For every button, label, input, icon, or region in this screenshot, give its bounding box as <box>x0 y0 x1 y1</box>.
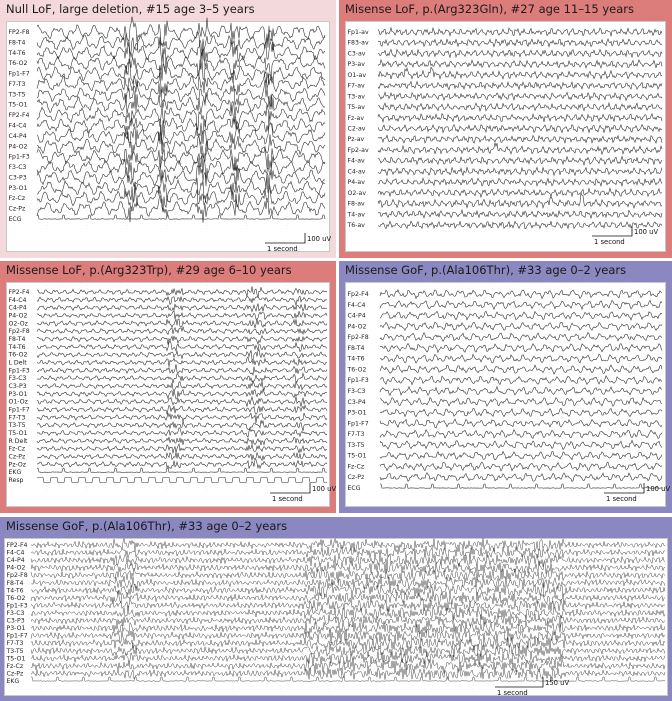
channel-label: Fp1-F3 <box>6 602 28 610</box>
eeg-channel-trace <box>380 408 662 417</box>
channel-label: Fp1-F7 <box>8 70 30 78</box>
scale-bar <box>270 483 310 493</box>
eeg-channel-trace <box>378 49 662 57</box>
channel-label: Fz-Cz <box>6 662 24 670</box>
eeg-channel-trace <box>378 28 662 37</box>
scale-time-label: 1 second <box>606 495 637 503</box>
channel-label: Fp1-F7 <box>8 406 30 414</box>
channel-label: T5-av <box>347 104 365 112</box>
channel-label: F8-T4 <box>6 579 24 587</box>
eeg-channel-trace <box>378 167 662 175</box>
channel-label: Cz-Pz <box>8 205 26 213</box>
channel-label: O1-Oz <box>8 398 28 406</box>
channel-label: Pz-av <box>347 136 365 144</box>
channel-label: F3-C3 <box>347 388 366 395</box>
channel-label: T4-T6 <box>8 343 26 351</box>
channel-label: P3-av <box>347 61 365 69</box>
eeg-channel-trace <box>378 157 662 165</box>
channel-label: Fp1-F3 <box>8 153 30 161</box>
eeg-channel-trace <box>378 125 662 133</box>
eeg-channel-trace <box>380 322 662 330</box>
channel-label: P3-O1 <box>347 409 367 417</box>
eeg-channel-trace <box>378 67 662 79</box>
channel-label: Fp1-F3 <box>8 367 30 375</box>
channel-label: Cz-Pz <box>347 474 365 482</box>
channel-label: C3-P3 <box>6 617 25 625</box>
eeg-channel-trace <box>380 343 662 352</box>
channel-label: P4-O2 <box>347 323 367 331</box>
eeg-channel-trace <box>380 430 662 439</box>
eeg-channel-trace <box>37 336 327 345</box>
channel-label: T4-T6 <box>6 587 24 595</box>
eeg-channel-trace <box>31 621 665 635</box>
eeg-channel-trace <box>31 553 665 567</box>
channel-label: P4-av <box>347 179 365 187</box>
eeg-channel-trace <box>37 327 327 335</box>
channel-label: T6-O2 <box>347 366 367 374</box>
panel-title: Misense LoF, p.(Arg323Gln), #27 age 11–15 years <box>345 2 634 16</box>
channel-label: T5-O1 <box>6 655 26 663</box>
channel-label: F7-T3 <box>8 414 26 422</box>
channel-label: C3-av <box>347 50 366 58</box>
channel-label: C4-P4 <box>8 132 27 140</box>
eeg-channel-trace <box>378 114 662 122</box>
eeg-channel-trace <box>31 599 665 612</box>
eeg-channel-trace <box>37 59 325 85</box>
channel-label: Fp1-F3 <box>347 377 369 385</box>
eeg-channel-trace <box>37 468 327 472</box>
eeg-channel-trace <box>378 60 662 68</box>
eeg-channel-trace <box>37 420 327 431</box>
eeg-trace-svg <box>5 539 669 697</box>
eeg-channel-trace <box>380 290 662 299</box>
scale-bar <box>265 233 305 243</box>
channel-label: F3-C3 <box>8 375 27 383</box>
eeg-channel-trace <box>380 419 662 428</box>
eeg-channel-trace <box>380 398 662 407</box>
channel-label: T3-T5 <box>8 422 26 430</box>
eeg-channel-trace <box>378 178 662 186</box>
channel-label: F7-T3 <box>347 431 365 439</box>
eeg-channel-trace <box>37 318 327 328</box>
scale-time-label: 1 second <box>272 495 303 503</box>
eeg-channel-trace <box>380 473 662 482</box>
channel-label: ECG <box>8 216 22 223</box>
channel-label: Fz-Cz <box>347 463 365 471</box>
panel-null-lof <box>0 0 336 258</box>
eeg-channel-trace <box>378 210 662 219</box>
channel-label: T4-av <box>347 211 365 219</box>
channel-label: Fp2-F8 <box>6 572 28 580</box>
channel-label: Resp <box>8 477 24 484</box>
eeg-channel-trace <box>37 364 327 375</box>
eeg-trace-area <box>345 21 666 252</box>
eeg-channel-trace <box>37 215 325 219</box>
channel-label: ECG <box>347 485 361 492</box>
channel-label: O1-av <box>347 71 366 79</box>
eeg-channel-trace <box>380 300 662 309</box>
channel-label: F4-av <box>347 157 365 165</box>
channel-label: T4-T6 <box>347 355 365 363</box>
channel-label: Fp1-av <box>347 29 369 36</box>
eeg-channel-trace <box>37 311 327 320</box>
channel-label: F8-T4 <box>8 336 26 343</box>
channel-label: Fz-Cz <box>8 195 26 203</box>
channel-label: Pz-Oz <box>8 461 27 469</box>
panel-missense-gof-ala106thr-b <box>0 517 672 701</box>
channel-label: L Delt <box>8 359 27 367</box>
channel-label: C3-P4 <box>347 398 366 406</box>
channel-label: Fp2-F8 <box>347 334 369 342</box>
panel-title: Missense LoF, p.(Arg323Trp), #29 age 6–10 years <box>6 263 292 277</box>
eeg-channel-trace <box>380 451 662 459</box>
channel-label: FP2-F8 <box>8 29 30 36</box>
eeg-channel-trace <box>378 221 662 229</box>
channel-label: F8-av <box>347 200 365 208</box>
channel-label: F3-C3 <box>8 164 27 172</box>
channel-label: FP2-F4 <box>8 289 30 296</box>
panel-title: Missense GoF, p.(Ala106Thr), #33 age 0–2 years <box>345 263 627 277</box>
eeg-channel-trace <box>37 373 327 383</box>
channel-label: P3-O1 <box>8 390 28 398</box>
channel-label: Fp1-F7 <box>347 420 369 428</box>
channel-label: Fp2-F4 <box>347 291 369 298</box>
channel-label: F4-C4 <box>8 296 27 304</box>
eeg-channel-trace <box>37 350 327 361</box>
eeg-trace-area <box>6 21 330 252</box>
panel-missense-lof-arg323trp <box>0 261 336 513</box>
eeg-channel-trace <box>37 459 327 469</box>
eeg-channel-trace <box>37 428 327 437</box>
channel-label: T5-O1 <box>347 452 367 460</box>
channel-label: Cz-Pz <box>8 453 26 461</box>
channel-label: Fp2-av <box>347 146 369 154</box>
eeg-channel-trace <box>378 135 662 143</box>
channel-label: C4-av <box>347 168 366 176</box>
eeg-channel-trace <box>37 397 327 407</box>
channel-label: F7-T3 <box>6 640 24 648</box>
eeg-channel-trace <box>378 143 662 155</box>
channel-label: O2-Oz <box>8 320 28 328</box>
eeg-channel-trace <box>37 304 327 312</box>
scale-bar <box>495 677 543 687</box>
channel-label: Fp2-F8 <box>8 328 30 336</box>
channel-label: F8-T4 <box>8 39 26 47</box>
eeg-channel-trace <box>37 389 327 399</box>
panel-missense-lof-arg323gln <box>339 0 672 258</box>
channel-label: T3-T5 <box>8 91 26 99</box>
eeg-channel-trace <box>31 667 665 680</box>
channel-label: F4-C4 <box>6 549 25 557</box>
eeg-channel-trace <box>378 193 662 208</box>
channel-label: EKG <box>6 678 20 685</box>
eeg-channel-trace <box>380 376 662 385</box>
eeg-channel-trace <box>37 478 327 483</box>
eeg-channel-trace <box>37 71 325 95</box>
channel-label: F3-C3 <box>6 610 25 617</box>
channel-label: F7-T3 <box>8 80 26 88</box>
scale-amplitude-label: 100 uV <box>646 485 671 493</box>
channel-label: C2-av <box>347 125 366 133</box>
eeg-channel-trace <box>378 82 662 90</box>
eeg-channel-trace <box>380 354 662 363</box>
channel-label: F8-T4 <box>347 344 365 352</box>
channel-label: F83-av <box>347 39 369 47</box>
scale-bar <box>592 226 632 236</box>
eeg-channel-trace <box>31 568 665 583</box>
channel-label: EKG <box>8 469 22 477</box>
eeg-channel-trace <box>37 381 327 391</box>
channel-label: P3-O1 <box>8 184 28 192</box>
channel-label: F4-C4 <box>8 122 27 130</box>
eeg-trace-svg <box>7 283 337 508</box>
eeg-channel-trace <box>31 561 665 573</box>
eeg-channel-trace <box>31 614 665 627</box>
channel-label: P4-O2 <box>6 564 26 572</box>
eeg-channel-trace <box>380 311 662 320</box>
eeg-channel-trace <box>37 405 327 414</box>
eeg-channel-trace <box>37 341 327 351</box>
channel-label: O2-av <box>347 189 366 197</box>
eeg-channel-trace <box>37 444 327 453</box>
channel-label: C4-P4 <box>6 557 25 565</box>
channel-label: C3-P3 <box>8 174 27 182</box>
scale-time-label: 1 second <box>497 689 528 697</box>
channel-label: C4-P4 <box>347 312 366 320</box>
eeg-channel-trace <box>380 440 662 449</box>
eeg-trace-area <box>345 282 671 507</box>
panel-title: Missense GoF, p.(Ala106Thr), #33 age 0–2 years <box>6 519 288 533</box>
channel-label: Fz-av <box>347 114 364 122</box>
eeg-channel-trace <box>31 643 665 657</box>
channel-label: T6-av <box>347 222 365 229</box>
channel-label: F7-av <box>347 82 365 90</box>
eeg-channel-trace <box>378 92 662 100</box>
eeg-trace-svg <box>7 22 331 253</box>
channel-label: T6-O2 <box>6 594 26 602</box>
channel-label: C3-P3 <box>8 383 27 390</box>
eeg-channel-trace <box>380 365 662 374</box>
eeg-channel-trace <box>37 296 327 305</box>
scale-amplitude-label: 150 uV <box>545 679 570 687</box>
scale-amplitude-label: 100 uV <box>307 235 332 243</box>
channel-label: Fz-Cz <box>8 445 26 453</box>
channel-label: T5-O1 <box>8 101 28 109</box>
eeg-channel-trace <box>37 413 327 423</box>
scale-amplitude-label: 100 uV <box>634 228 659 236</box>
eeg-channel-trace <box>378 39 662 47</box>
eeg-trace-svg <box>346 22 667 253</box>
eeg-channel-trace <box>37 437 327 445</box>
eeg-trace-area <box>4 538 668 696</box>
channel-label: T5-O1 <box>8 430 28 437</box>
eeg-trace-svg <box>346 283 671 508</box>
eeg-channel-trace <box>37 111 325 138</box>
channel-label: T3-av <box>347 93 365 101</box>
channel-label: P4-O2 <box>8 312 28 320</box>
channel-label: Fp1-F7 <box>6 632 28 640</box>
channel-label: P4-O2 <box>8 143 28 151</box>
eeg-channel-trace <box>378 103 662 111</box>
eeg-channel-trace <box>380 462 662 471</box>
eeg-channel-trace <box>37 91 325 119</box>
eeg-channel-trace <box>380 484 662 488</box>
eeg-channel-trace <box>380 333 662 342</box>
eeg-channel-trace <box>37 452 327 460</box>
channel-label: T6-O2 <box>8 351 28 359</box>
eeg-channel-trace <box>37 175 325 204</box>
panel-missense-gof-ala106thr-a <box>339 261 672 513</box>
eeg-channel-trace <box>37 145 325 170</box>
channel-label: T3-T5 <box>6 647 24 655</box>
scale-time-label: 1 second <box>267 245 298 253</box>
channel-label: T3-T5 <box>347 441 365 449</box>
channel-label: P3-O1 <box>6 625 26 633</box>
eeg-channel-trace <box>380 387 662 396</box>
eeg-trace-area <box>6 282 337 507</box>
scale-time-label: 1 second <box>594 238 625 246</box>
scale-amplitude-label: 100 uV <box>312 485 337 493</box>
channel-label: C4-P4 <box>8 304 27 312</box>
channel-label: F4-C4 <box>347 301 366 309</box>
eeg-channel-trace <box>37 286 327 297</box>
panel-title: Null LoF, large deletion, #15 age 3–5 years <box>6 2 255 16</box>
eeg-channel-trace <box>378 188 662 197</box>
channel-label: T4-T6 <box>8 49 26 57</box>
eeg-channel-trace <box>31 677 665 681</box>
channel-label: FP2-F4 <box>8 112 30 120</box>
channel-label: R Delt <box>8 437 28 445</box>
channel-label: Cz-Pz <box>6 670 24 678</box>
channel-label: FP2-F4 <box>6 542 28 549</box>
channel-label: T6-O2 <box>8 60 28 68</box>
